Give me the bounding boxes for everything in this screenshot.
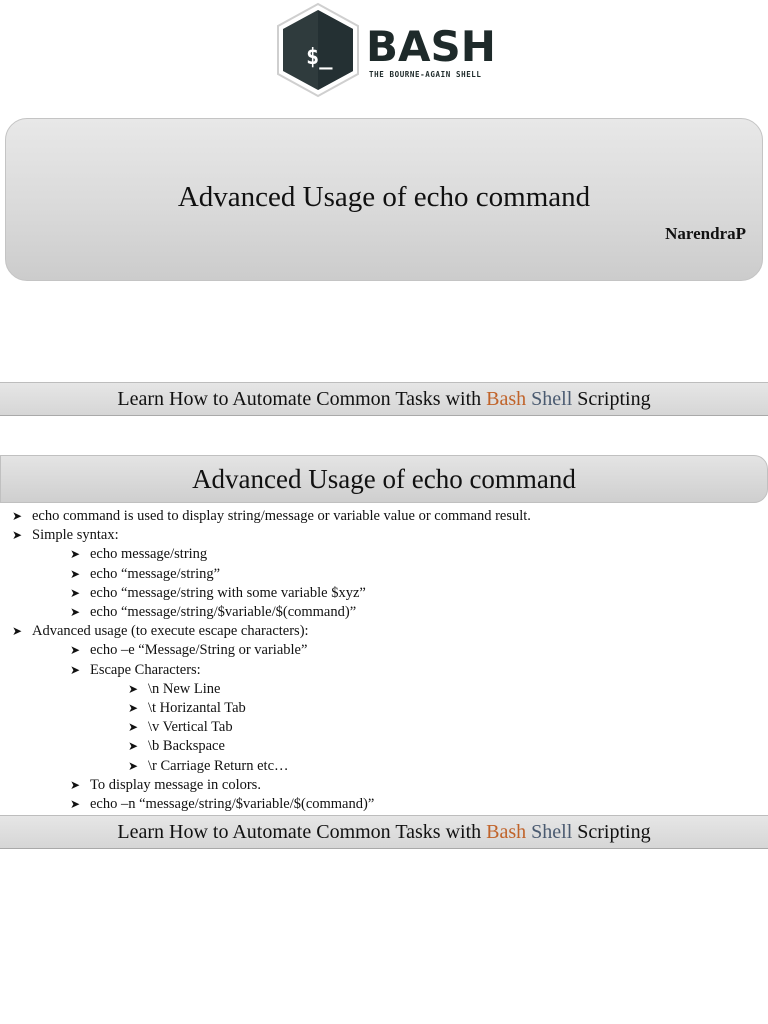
list-item-text: Escape Characters: [90, 661, 201, 678]
arrowhead-bullet-icon: ➤ [70, 566, 81, 581]
banner-bash: Bash [486, 388, 527, 410]
list-item [12, 507, 531, 525]
list-item-text: echo “message/string/$variable/$(command)” [90, 604, 357, 620]
list-item-text: \t Horizantal Tab [148, 700, 246, 716]
logo-tagline: THE BOURNE-AGAIN SHELL [369, 70, 482, 79]
list-item [128, 699, 246, 717]
footer-banner-1 [0, 382, 768, 416]
arrowhead-bullet-icon: ➤ [70, 547, 81, 562]
logo-prompt-symbol: $_ [306, 45, 333, 70]
arrowhead-bullet-icon: ➤ [70, 605, 81, 619]
bash-hexagon-icon [272, 2, 364, 98]
list-item-text: echo “message/string with some variable $xyz” [90, 584, 366, 601]
arrowhead-bullet-icon: ➤ [128, 739, 139, 754]
list-item-text: To display message in colors. [90, 776, 261, 793]
list-item-text: Simple syntax: [32, 527, 119, 544]
list-item [128, 737, 225, 755]
list-item-text: \v Vertical Tab [148, 719, 233, 736]
arrowhead-bullet-icon: ➤ [70, 585, 81, 600]
arrowhead-bullet-icon: ➤ [128, 720, 139, 735]
footer-banner-2 [0, 815, 768, 849]
list-item [70, 565, 220, 583]
list-item [12, 622, 309, 640]
list-item [128, 718, 233, 736]
banner-scripting: Scripting [577, 388, 651, 410]
banner-text: Learn How to Automate Common Tasks with [117, 821, 487, 843]
banner-bash: Bash [486, 821, 527, 843]
slide-title: Advanced Usage of echo command [177, 181, 591, 213]
bash-logo [272, 2, 496, 98]
list-item-text: echo –n “message/string/$variable/$(command)” [90, 796, 375, 812]
arrowhead-bullet-icon: ➤ [128, 701, 139, 715]
arrowhead-bullet-icon: ➤ [70, 662, 81, 677]
list-item-text: echo –e “Message/String or variable” [90, 642, 308, 659]
banner-shell: Shell [531, 388, 573, 410]
list-item-text: Advanced usage (to execute escape characters): [32, 623, 309, 640]
list-item [70, 584, 366, 602]
list-item-text: echo “message/string” [90, 565, 221, 582]
arrowhead-bullet-icon: ➤ [12, 509, 23, 523]
arrowhead-bullet-icon: ➤ [70, 643, 81, 658]
arrowhead-bullet-icon: ➤ [12, 624, 23, 639]
arrowhead-bullet-icon: ➤ [70, 777, 81, 792]
arrowhead-bullet-icon: ➤ [128, 681, 139, 696]
logo-wordmark: BASH [366, 22, 496, 71]
banner-text: Learn How to Automate Common Tasks with [117, 388, 487, 410]
list-item [128, 757, 289, 775]
list-item [70, 545, 207, 563]
slide-heading: Advanced Usage of echo command [0, 455, 768, 503]
slide-author: NarendraP [665, 224, 746, 243]
banner-shell: Shell [531, 821, 573, 843]
list-item-text: \b Backspace [148, 738, 225, 755]
list-item-text: \n New Line [148, 680, 221, 697]
list-item-text: \r Carriage Return etc… [148, 757, 289, 774]
list-item [12, 526, 119, 544]
list-item-text: echo message/string [90, 546, 208, 563]
arrowhead-bullet-icon: ➤ [70, 797, 81, 811]
list-item [70, 776, 261, 794]
list-item-text: echo command is used to display string/message or variable value or command result. [32, 508, 531, 524]
list-item [70, 603, 356, 621]
list-item [70, 661, 201, 679]
arrowhead-bullet-icon: ➤ [12, 528, 23, 543]
banner-scripting: Scripting [577, 821, 651, 843]
list-item [128, 680, 220, 698]
list-item [70, 641, 307, 659]
list-item [70, 795, 374, 813]
arrowhead-bullet-icon: ➤ [128, 758, 139, 773]
